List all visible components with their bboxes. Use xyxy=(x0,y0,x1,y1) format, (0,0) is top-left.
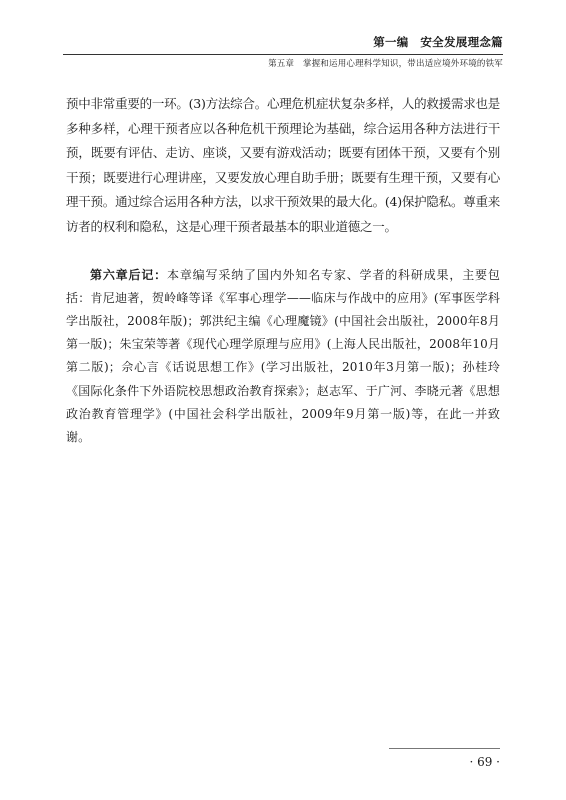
running-header xyxy=(63,34,503,70)
afterword-label: 第六章后记： xyxy=(90,267,168,282)
header-rule xyxy=(63,54,503,55)
chapter-subtitle: 第五章 掌握和运用心理科学知识，带出适应境外环境的铁军 xyxy=(268,59,503,70)
afterword-paragraph xyxy=(66,264,500,450)
body-paragraph: 预中非常重要的一环。(3)方法综合。心理危机症状复杂多样，人的救援需求也是多种多样，心理干预者应以各种危机干预理论为基础，综合运用各种方法进行干预，既要有评估、走访、座谈，又要有游戏活动；既要有团体干预，又要有个别干预；既要进行心理讲座，又要发放心理自助手册；既要有生理干预，又要有心理干预。通过综合运用各种方法，以求干预效果的最大化。(4)保护隐私。尊重来访者的权利和隐私，这是心理干预者最基本的职业道德之一。 xyxy=(66,96,500,234)
page-body xyxy=(66,92,500,449)
page-number: · 69 · xyxy=(469,755,500,769)
footer-rule xyxy=(389,748,500,749)
part-title: 第一编 安全发展理念篇 xyxy=(373,35,503,49)
afterword-text: 本章编写采纳了国内外知名专家、学者的科研成果，主要包括：肯尼迪著，贺岭峰等译《军事心理学——临床与作战中的应用》(军事医学科学出版社，2008年版)；郭洪纪主编《心理魔镜》(中国社会出版社，2000年8月第一版)；朱宝荣等著《现代心理学原理与应用》(上海人民出版社，2008年10月第二版)；佘心言《话说思想工作》(学习出版社，2010年3月第一版)；孙桂玲《国际化条件下外语院校思想政治教育探索》；赵志军、于广河、李晓元著《思想政治教育管理学》(中国社会科学出版社，2009年9月第一版)等，在此一并致谢。 xyxy=(66,267,500,444)
